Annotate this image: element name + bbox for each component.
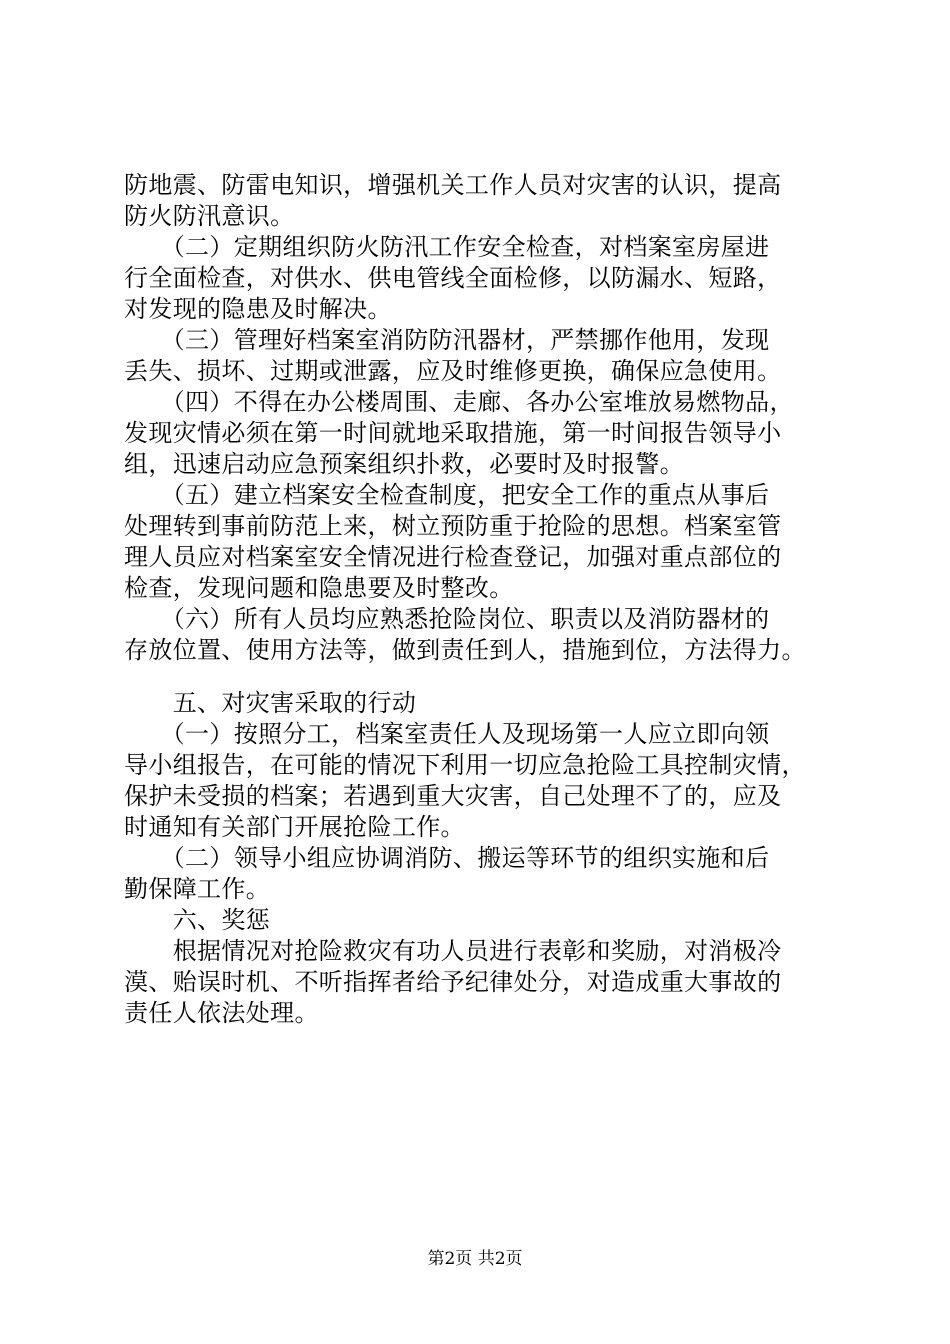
section-heading: 五、对灾害采取的行动 (124, 689, 417, 717)
paragraph-line: 行全面检查，对供水、供电管线全面检修，以防漏水、短路， (124, 264, 782, 292)
paragraph-line: 勤保障工作。 (124, 875, 271, 903)
paragraph-line: （六）所有人员均应熟悉抢险岗位、职责以及消防器材的 (124, 605, 770, 633)
page-number: 第2页 共2页 (427, 1249, 523, 1269)
section-gap (124, 666, 836, 688)
paragraph-line: （五）建立档案安全检查制度，把安全工作的重点从事后 (124, 481, 770, 509)
paragraph-line: 漠、贻误时机、不听指挥者给予纪律处分，对造成重大事故的 (124, 968, 782, 996)
paragraph-line: 处理转到事前防范上来，树立预防重于抢险的思想。档案室管 (124, 512, 782, 540)
paragraph-line: 理人员应对档案室安全情况进行检查登记，加强对重点部位的 (124, 543, 782, 571)
paragraph-line: 保护未受损的档案；若遇到重大灾害，自己处理不了的，应及 (124, 782, 782, 810)
section-heading: 六、奖惩 (124, 906, 271, 934)
paragraph-line: （二）领导小组应协调消防、搬运等环节的组织实施和后 (124, 844, 770, 872)
paragraph-line: 存放位置、使用方法等，做到责任到人，措施到位，方法得力。 (124, 636, 806, 664)
paragraph-line: （四）不得在办公楼周围、走廊、各办公室堆放易燃物品， (124, 388, 794, 416)
page-footer (0, 1244, 950, 1269)
document-body (124, 170, 836, 1029)
paragraph-line: 责任人依法处理。 (124, 999, 319, 1027)
paragraph-line: （一）按照分工，档案室责任人及现场第一人应立即向领 (124, 720, 770, 748)
paragraph-line: （三）管理好档案室消防防汛器材，严禁挪作他用，发现 (124, 326, 770, 354)
paragraph-line: 防地震、防雷电知识，增强机关工作人员对灾害的认识，提高 (124, 171, 782, 199)
paragraph-line: 防火防汛意识。 (124, 202, 295, 230)
paragraph-line: 时通知有关部门开展抢险工作。 (124, 813, 465, 841)
paragraph-line: 组，迅速启动应急预案组织扑救，必要时及时报警。 (124, 450, 685, 478)
paragraph-line: 对发现的隐患及时解决。 (124, 295, 392, 323)
paragraph-line: （二）定期组织防火防汛工作安全检查，对档案室房屋进 (124, 233, 770, 261)
paragraph-line: 根据情况对抢险救灾有功人员进行表彰和奖励，对消极冷 (124, 937, 782, 965)
paragraph-line: 丢失、损坏、过期或泄露，应及时维修更换，确保应急使用。 (124, 357, 782, 385)
paragraph-line: 发现灾情必须在第一时间就地采取措施，第一时间报告领导小 (124, 419, 782, 447)
paragraph-line: 检查，发现问题和隐患要及时整改。 (124, 574, 514, 602)
paragraph-line: 导小组报告，在可能的情况下利用一切应急抢险工具控制灾情， (124, 751, 806, 779)
